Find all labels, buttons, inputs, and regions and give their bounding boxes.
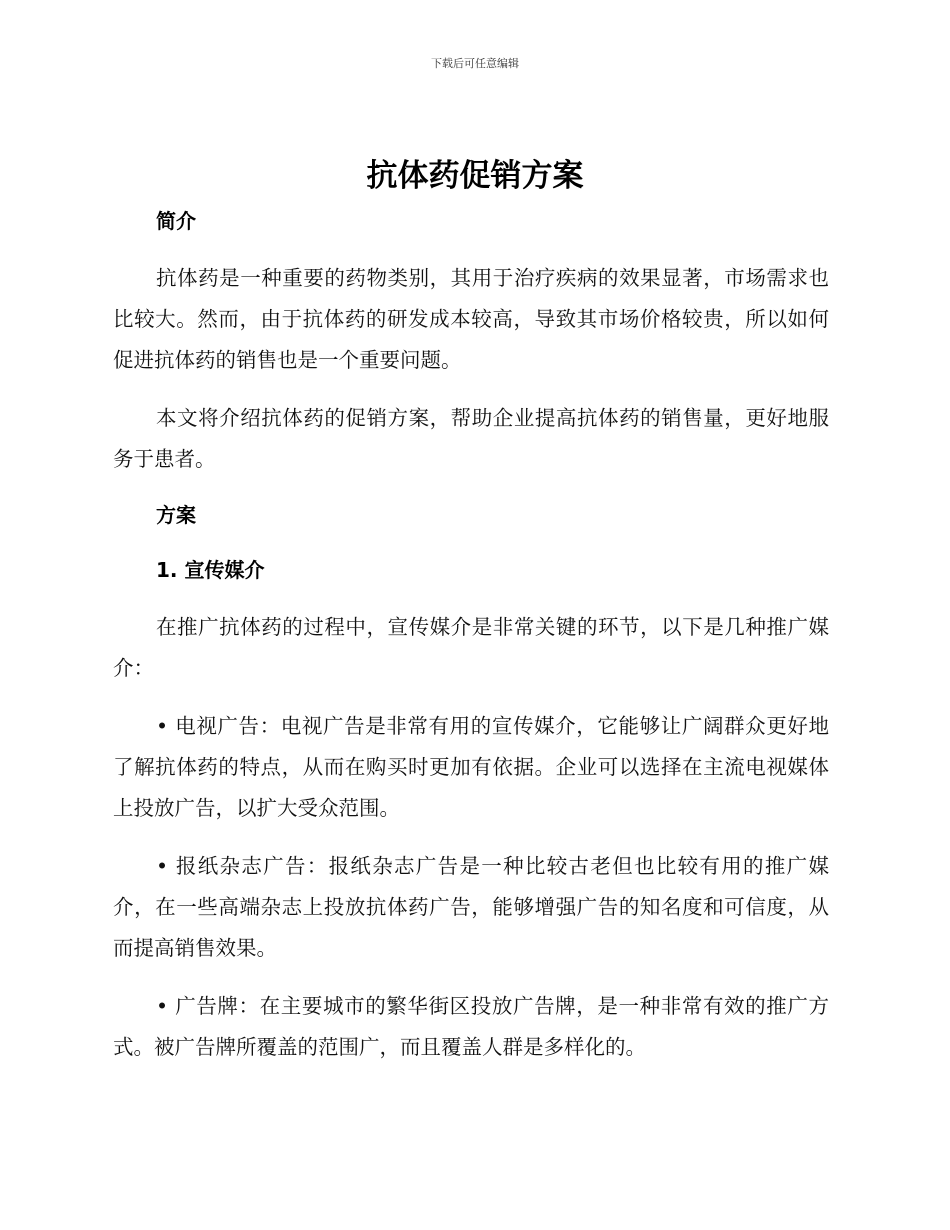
section-1-paragraph: 在推广抗体药的过程中，宣传媒介是非常关键的环节，以下是几种推广媒介： xyxy=(113,615,829,680)
intro-paragraph-2: 本文将介绍抗体药的促销方案，帮助企业提高抗体药的销售量，更好地服务于患者。 xyxy=(113,406,829,471)
section-1-heading: 1. 宣传媒介 xyxy=(156,558,265,582)
intro-heading: 简介 xyxy=(156,209,196,233)
document-title: 抗体药促销方案 xyxy=(366,158,584,194)
bullet-tv-ads: • 电视广告：电视广告是非常有用的宣传媒介，它能够让广阔群众更好地了解抗体药的特点，从而在购买时更加有依据。企业可以选择在主流电视媒体上投放广告，以扩大受众范围。 xyxy=(113,714,829,820)
bullet-print-ads: • 报纸杂志广告：报纸杂志广告是一种比较古老但也比较有用的推广媒介，在一些高端杂志上投放抗体药广告，能够增强广告的知名度和可信度，从而提高销售效果。 xyxy=(113,854,829,960)
bullet-billboards: • 广告牌：在主要城市的繁华街区投放广告牌，是一种非常有效的推广方式。被广告牌所覆盖的范围广，而且覆盖人群是多样化的。 xyxy=(113,994,829,1059)
document-body xyxy=(113,203,829,1068)
plan-heading: 方案 xyxy=(156,503,196,527)
intro-paragraph-1: 抗体药是一种重要的药物类别，其用于治疗疾病的效果显著，市场需求也比较大。然而，由于抗体药的研发成本较高，导致其市场价格较贵，所以如何促进抗体药的销售也是一个重要问题。 xyxy=(113,266,829,372)
header-note: 下载后可任意编辑 xyxy=(431,57,519,70)
